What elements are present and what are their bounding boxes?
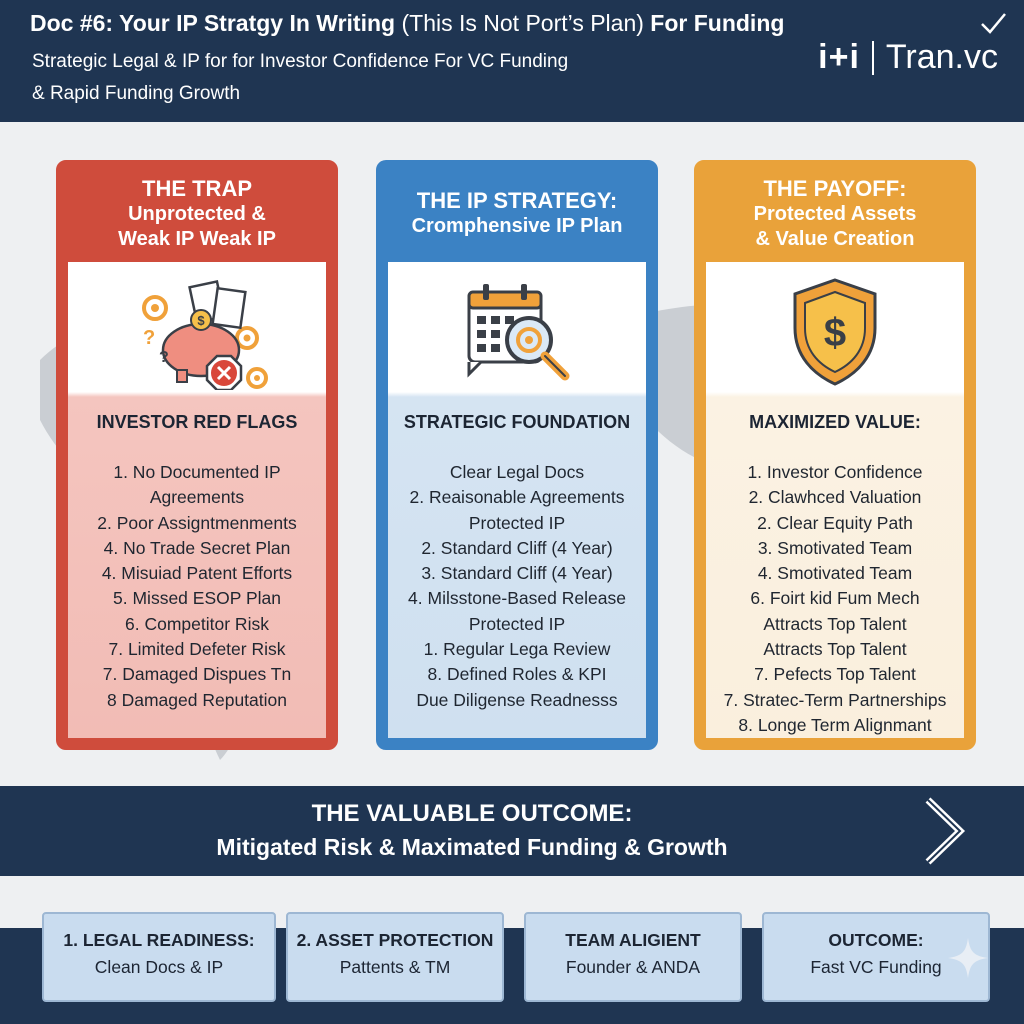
list-item: Agreements	[149, 487, 245, 508]
list-item: Due Diligense Readnesss	[416, 689, 618, 710]
list-item: 2. Reaisonable Agreements	[409, 487, 625, 508]
list-item: 8. Longe Term Alignmant	[738, 714, 932, 735]
checkmark-icon	[978, 8, 1008, 38]
trap-column	[56, 160, 338, 750]
outcome-title: THE VALUABLE OUTCOME:	[311, 800, 633, 827]
title-end: For Funding	[650, 10, 785, 36]
trap-heading	[60, 164, 334, 262]
payoff-section-title: MAXIMIZED VALUE:	[749, 412, 921, 432]
document-title	[30, 10, 784, 37]
payoff-column	[694, 160, 976, 750]
list-item: 1. No Documented IP	[113, 462, 281, 482]
shield-dollar-icon	[775, 270, 895, 390]
asset-protection-card	[286, 912, 504, 1002]
payoff-heading-line-3: & Value Creation	[755, 227, 915, 250]
list-item: 5. Missed ESOP Plan	[113, 588, 281, 609]
list-item: 2. Poor Assigntmenments	[97, 512, 297, 533]
trap-heading-line-1: THE TRAP	[142, 175, 252, 201]
list-item: 7. Limited Defeter Risk	[108, 639, 286, 660]
list-item: Protected IP	[468, 613, 566, 634]
list-item: 7. Damaged Dispues Tn	[102, 664, 292, 685]
outcome-subtitle: Mitigated Risk & Maximated Funding & Growth	[216, 834, 728, 860]
strategy-column	[376, 160, 658, 750]
list-item: 4. Smotivated Team	[757, 563, 913, 584]
card-subtitle: Fast VC Funding	[810, 957, 942, 977]
bottom-summary-row	[0, 876, 1024, 1024]
list-item: 6. Competitor Risk	[125, 613, 269, 634]
list-item: 7. Stratec-Term Partnerships	[723, 689, 947, 710]
trap-section-title: INVESTOR RED FLAGS	[96, 412, 298, 432]
list-item: Attracts Top Talent	[763, 639, 907, 660]
trap-item-list	[68, 460, 326, 713]
list-item: 4. No Trade Secret Plan	[103, 537, 291, 558]
strategy-item-list	[388, 460, 646, 713]
card-subtitle: Clean Docs & IP	[94, 957, 224, 977]
brand-divider	[872, 41, 874, 75]
trap-panel	[68, 262, 326, 738]
trap-heading-line-3: Weak IP Weak IP	[118, 227, 276, 250]
card-subtitle: Pattents & TM	[339, 957, 451, 977]
list-item: Attracts Top Talent	[763, 613, 907, 634]
list-item: 3. Standard Cliff (4 Year)	[421, 563, 613, 584]
brand-logo	[818, 38, 998, 77]
payoff-heading-line-2: Protected Assets	[753, 202, 917, 225]
outcome-banner	[0, 786, 1024, 876]
list-item: 4. Misuiad Patent Efforts	[101, 563, 293, 584]
card-title: 2. ASSET PROTECTION	[296, 930, 494, 950]
title-main: Doc #6: Your IP Stratgy In Writing	[30, 10, 396, 36]
strategy-panel	[388, 262, 646, 738]
list-item: 1. Regular Lega Review	[423, 639, 611, 660]
list-item: 8. Defined Roles & KPI	[427, 664, 607, 685]
strategy-heading	[380, 164, 654, 262]
header-banner	[0, 0, 1024, 122]
strategy-section-title: STRATEGIC FOUNDATION	[403, 412, 631, 432]
svg-text:?: ?	[159, 349, 169, 366]
card-title: OUTCOME:	[828, 930, 924, 950]
calendar-magnifier-icon	[447, 270, 587, 390]
brand-name: Tran.vc	[885, 38, 998, 76]
team-alignment-card	[524, 912, 742, 1002]
trap-heading-line-2: Unprotected &	[128, 202, 266, 225]
payoff-panel	[706, 262, 964, 738]
payoff-heading-line-1: THE PAYOFF:	[763, 175, 907, 201]
list-item: Protected IP	[468, 512, 566, 533]
payoff-heading	[698, 164, 972, 262]
piggy-bank-warning-icon	[97, 270, 297, 390]
list-item: 8 Damaged Reputation	[107, 689, 287, 710]
svg-text:?: ?	[143, 327, 156, 349]
card-title: TEAM ALIGIENT	[565, 930, 701, 950]
list-item: 1. Investor Confidence	[747, 462, 923, 482]
chevron-right-icon	[918, 796, 984, 866]
sparkle-icon	[946, 936, 990, 980]
list-item: 2. Clawhced Valuation	[748, 487, 922, 508]
svg-text:$: $	[197, 313, 205, 328]
list-item: 2. Clear Equity Path	[757, 512, 913, 533]
title-parenthetical: (This Is Not Port’s Plan)	[401, 10, 644, 36]
payoff-item-list	[706, 460, 964, 738]
brand-mark: i+i	[818, 38, 860, 76]
svg-text:$: $	[823, 311, 847, 355]
subtitle-line-2: & Rapid Funding Growth	[32, 83, 241, 104]
strategy-heading-line-2: Cromphensive IP Plan	[411, 215, 623, 237]
legal-readiness-card	[42, 912, 276, 1002]
card-subtitle: Founder & ANDA	[565, 957, 701, 977]
card-title: 1. LEGAL READINESS:	[63, 930, 255, 950]
list-item: 2. Standard Cliff (4 Year)	[421, 537, 613, 558]
list-item: 7. Pefects Top Talent	[754, 664, 916, 685]
document-subtitle	[32, 46, 632, 110]
list-item: Clear Legal Docs	[449, 462, 585, 482]
list-item: 6. Foirt kid Fum Mech	[750, 588, 920, 609]
list-item: 3. Smotivated Team	[757, 537, 913, 558]
strategy-heading-line-1: THE IP STRATEGY:	[416, 188, 618, 213]
subtitle-line-1: Strategic Legal & IP for for Investor Confidence For VC Funding	[32, 51, 569, 72]
list-item: 4. Milsstone-Based Release	[408, 588, 626, 609]
